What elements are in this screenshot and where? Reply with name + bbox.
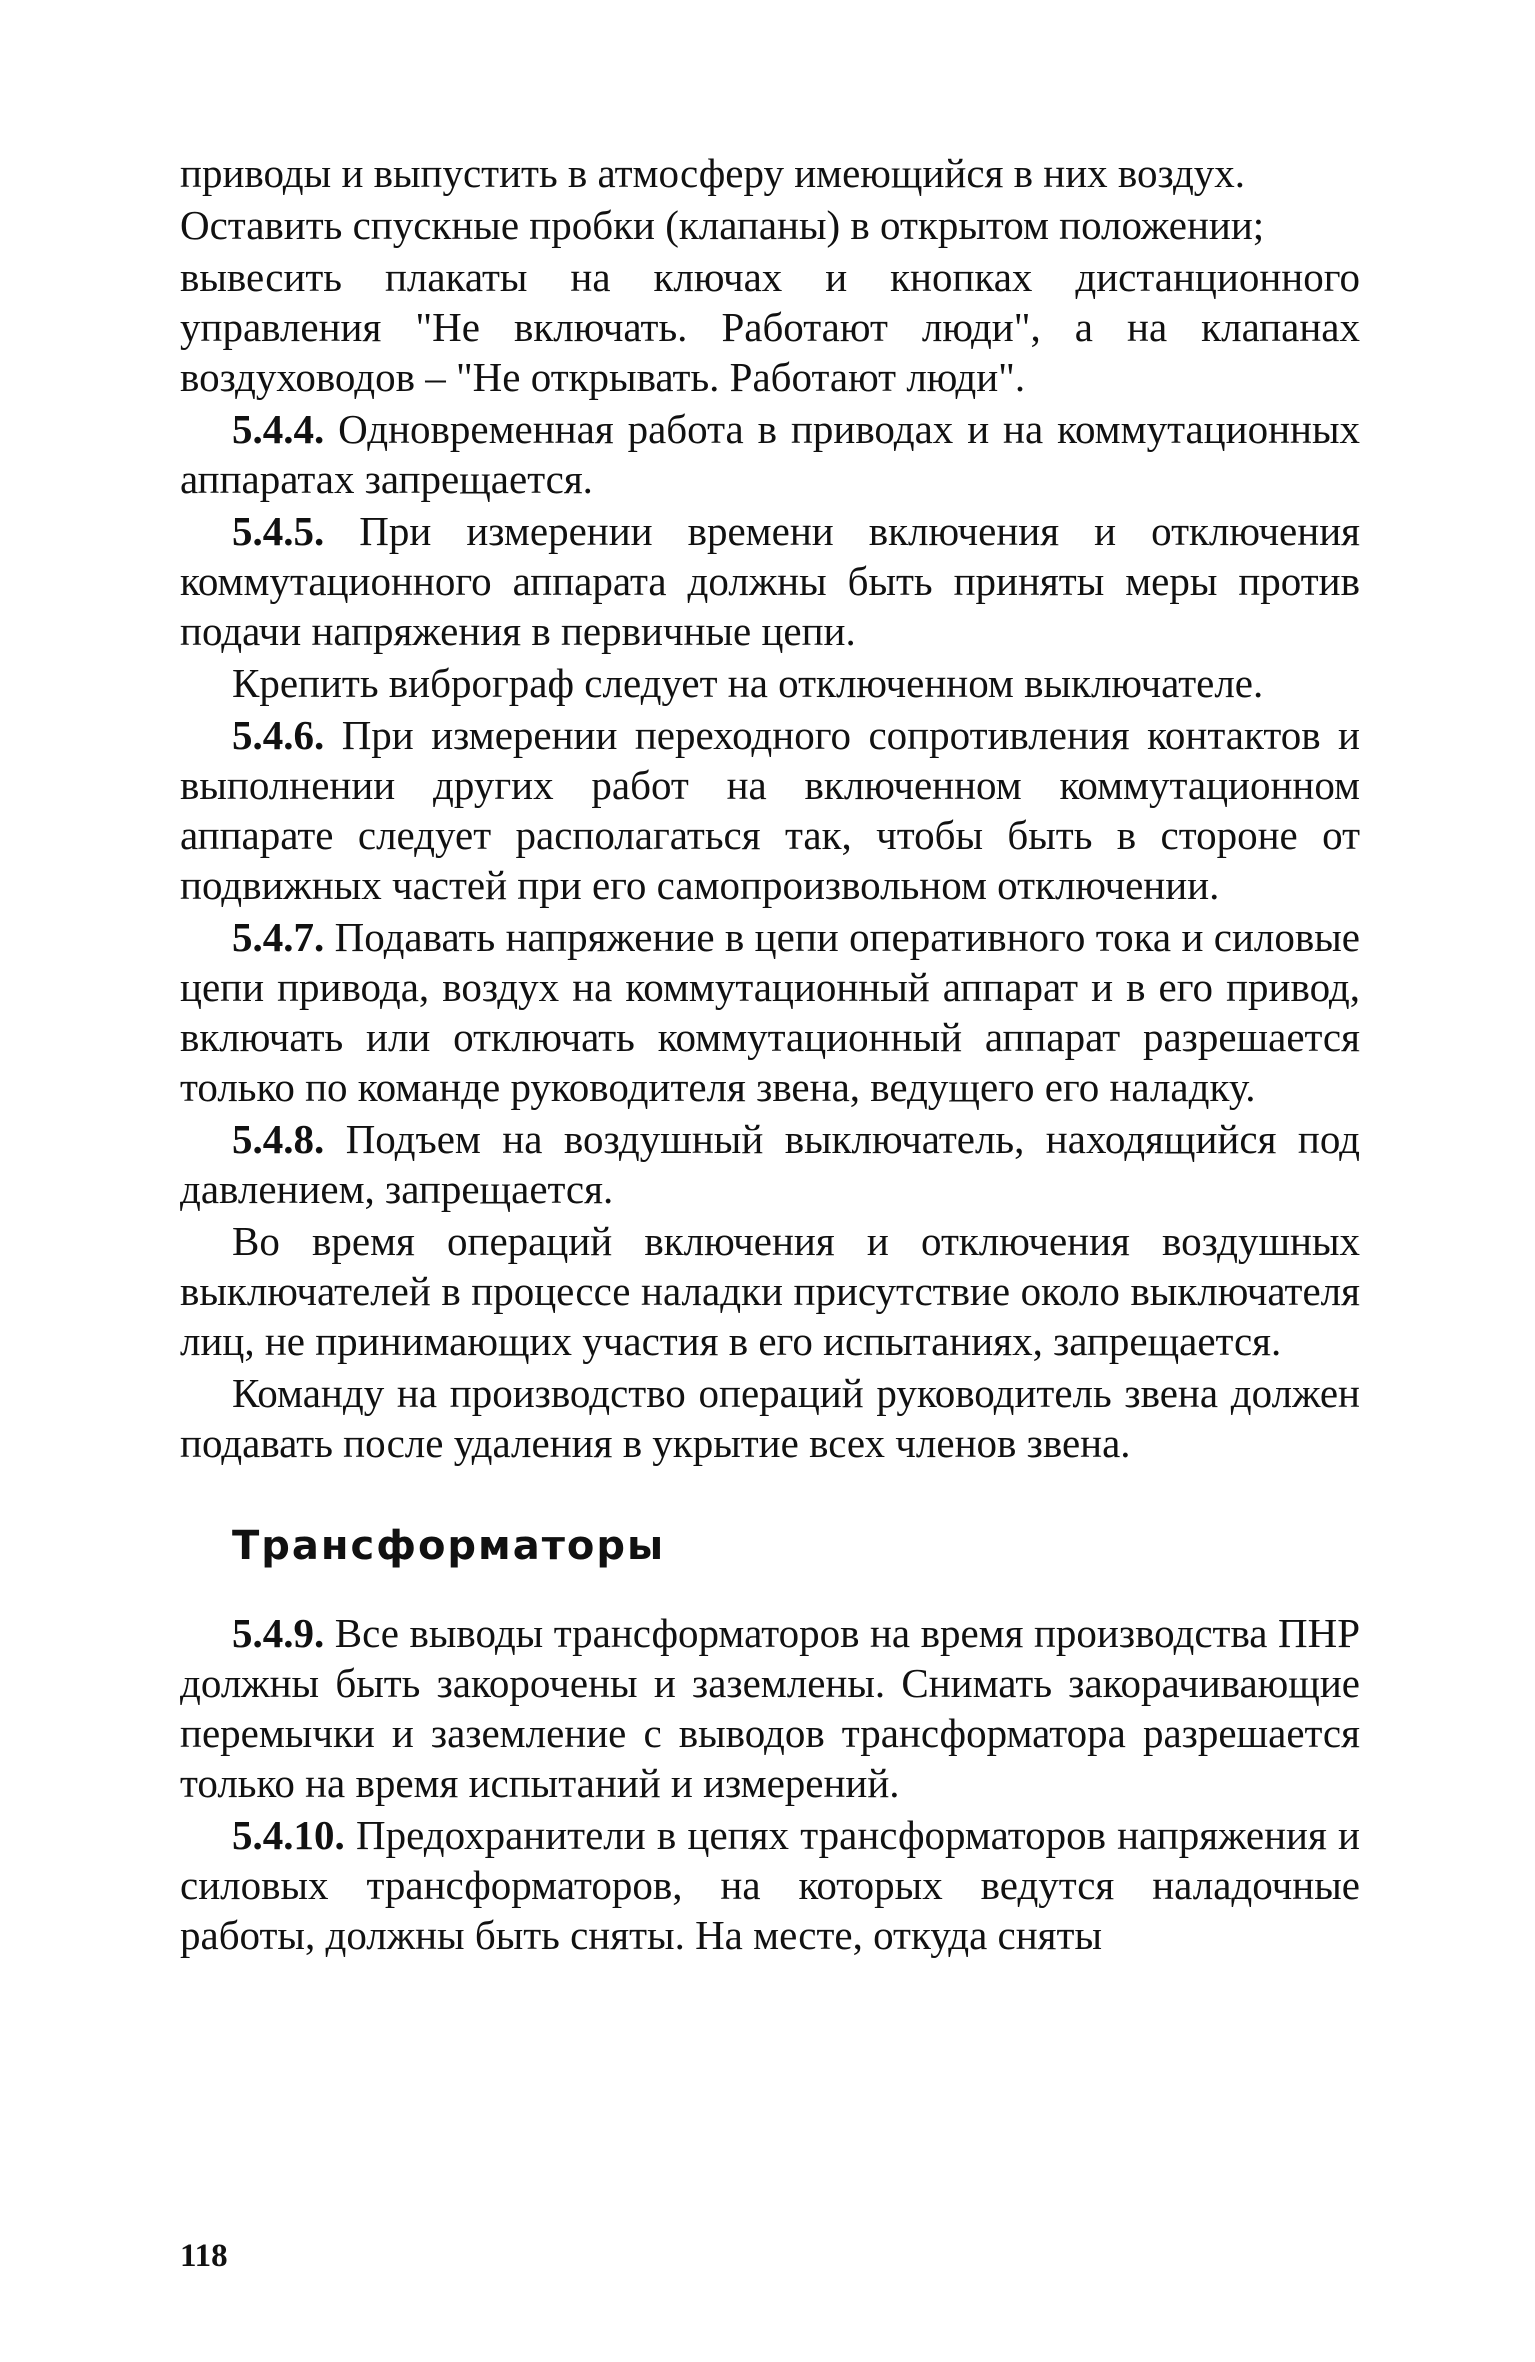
paragraph [180, 1368, 1360, 1468]
paragraph-text: Одновременная работа в приводах и на коммутационных аппаратах запрещается. [180, 406, 1360, 502]
paragraph-text: Подавать напряжение в цепи оперативного тока и силовые цепи привода, воздух на коммутационный аппарат и в его привод, включать или отключать коммутационный аппарат разрешается только по команде руководителя звена, ведущего его наладку. [180, 914, 1360, 1110]
paragraph [180, 710, 1360, 910]
paragraph-text: вывесить плакаты на ключах и кнопках дистанционного управления "Не включать. Работают люди", а на клапанах воздуховодов – "Не открывать. Работают люди". [180, 254, 1360, 400]
paragraph-text: Предохранители в цепях трансформаторов напряжения и силовых трансформаторов, на которых ведутся наладочные работы, должны быть сняты. На месте, откуда сняты [180, 1812, 1360, 1958]
section-heading: Трансформаторы [232, 1523, 666, 1569]
paragraph [180, 148, 1360, 198]
paragraph [180, 1216, 1360, 1366]
paragraph-text: Во время операций включения и отключения воздушных выключателей в процессе наладки присутствие около выключателя лиц, не принимающих участия в его испытаниях, запрещается. [180, 1218, 1360, 1364]
paragraph-text: Все выводы трансформаторов на время производства ПНР должны быть закорочены и заземлены. Снимать закорачивающие перемычки и заземление с выводов трансформатора разрешается только на время испытаний и измерений. [180, 1610, 1360, 1806]
paragraph-text: Подъем на воздушный выключатель, находящийся под давлением, запрещается. [180, 1116, 1360, 1212]
paragraph [180, 912, 1360, 1112]
clause-number: 5.4.7. [232, 914, 325, 960]
paragraph-text: приводы и выпустить в атмосферу имеющийся в них воздух. [180, 150, 1246, 196]
paragraph [180, 252, 1360, 402]
paragraph [180, 404, 1360, 504]
text-block-after-heading [180, 1608, 1360, 1960]
paragraph-text: Крепить виброграф следует на отключенном выключателе. [232, 660, 1264, 706]
clause-number: 5.4.8. [232, 1116, 325, 1162]
clause-number: 5.4.10. [232, 1812, 345, 1858]
clause-number: 5.4.6. [232, 712, 325, 758]
paragraph-text: При измерении переходного сопротивления контактов и выполнении других работ на включенном коммутационном аппарате следует располагаться так, чтобы быть в стороне от подвижных частей при его самопроизвольном отключении. [180, 712, 1360, 908]
paragraph [180, 1114, 1360, 1214]
paragraph-text: Оставить спускные пробки (клапаны) в открытом положении; [180, 202, 1265, 248]
paragraph [180, 658, 1360, 708]
text-block-before-heading [180, 148, 1360, 1468]
paragraph [180, 200, 1360, 250]
clause-number: 5.4.9. [232, 1610, 325, 1656]
paragraph [180, 1810, 1360, 1960]
paragraph [180, 1608, 1360, 1808]
clause-number: 5.4.4. [232, 406, 325, 452]
paragraph-text: При измерении времени включения и отключения коммутационного аппарата должны быть приняты меры против подачи напряжения в первичные цепи. [180, 508, 1360, 654]
clause-number: 5.4.5. [232, 508, 325, 554]
paragraph [180, 506, 1360, 656]
document-page [180, 148, 1360, 1962]
paragraph-text: Команду на производство операций руководитель звена должен подавать после удаления в укрытие всех членов звена. [180, 1370, 1360, 1466]
page-number: 118 [180, 2238, 228, 2274]
